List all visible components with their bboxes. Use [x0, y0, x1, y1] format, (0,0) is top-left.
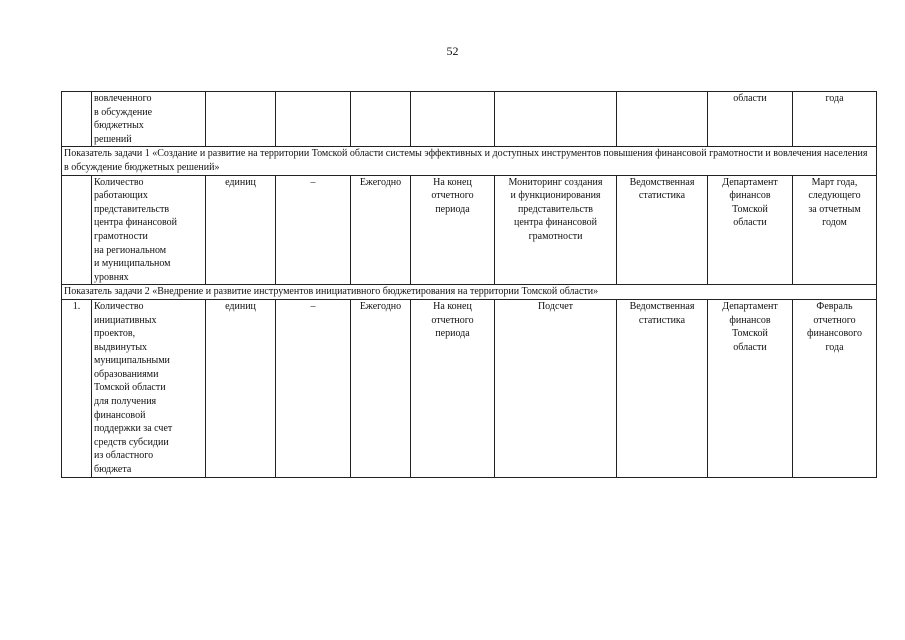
cell-line: Томской — [732, 203, 768, 215]
cell-line: Томской — [732, 328, 768, 340]
table-cell — [617, 299, 708, 477]
cell-line: единиц — [225, 300, 256, 312]
cell-line: бюджета — [94, 464, 132, 476]
table-cell — [708, 92, 793, 147]
table-cell — [495, 92, 617, 147]
table-row — [62, 299, 877, 477]
table-cell — [793, 92, 877, 147]
cell-line: уровнях — [94, 271, 129, 283]
cell-line: – — [310, 176, 316, 188]
table-cell — [411, 92, 495, 147]
table-cell — [92, 299, 206, 477]
cell-line: отчетного — [431, 190, 474, 202]
cell-line: решений — [94, 133, 132, 145]
cell-line: единиц — [225, 176, 256, 188]
table-cell — [793, 299, 877, 477]
cell-line: На конец — [433, 300, 472, 312]
table-cell — [92, 175, 206, 285]
cell-line: образованиями — [94, 368, 159, 380]
cell-line: периода — [435, 328, 470, 340]
cell-line: – — [310, 300, 316, 312]
cell-line: Количество — [94, 300, 144, 312]
cell-line: отчетного — [813, 314, 856, 326]
cell-line: финансового — [807, 328, 862, 340]
cell-line: и функционирования — [510, 190, 601, 202]
cell-line: Департамент — [722, 176, 778, 188]
cell-line: представительств — [94, 203, 170, 215]
cell-line: из областного — [94, 450, 154, 462]
table-cell — [708, 299, 793, 477]
cell-line: Февраль — [816, 300, 853, 312]
cell-line: Мониторинг создания — [508, 176, 603, 188]
cell-line: области — [733, 217, 767, 229]
cell-line: муниципальными — [94, 355, 170, 367]
cell-line: Ведомственная — [629, 300, 695, 312]
section-header: Показатель задачи 2 «Внедрение и развитие инструментов инициативного бюджетирования на территории Томской области» — [62, 285, 877, 300]
table-cell — [62, 299, 92, 477]
cell-line: проектов, — [94, 328, 136, 340]
cell-line: На конец — [433, 176, 472, 188]
cell-line: года — [825, 93, 844, 104]
cell-line: поддержки за счет — [94, 423, 173, 435]
cell-line: годом — [822, 217, 847, 229]
cell-line: финансов — [729, 314, 771, 326]
table-cell — [411, 175, 495, 285]
table-row — [62, 92, 877, 147]
table-cell — [411, 299, 495, 477]
section-header-row — [62, 147, 877, 175]
cell-line: следующего — [808, 190, 861, 202]
cell-line: Департамент — [722, 300, 778, 312]
cell-line: работающих — [94, 190, 148, 202]
indicators-table — [61, 91, 877, 478]
table-cell — [92, 92, 206, 147]
cell-line: выдвинутых — [94, 341, 148, 353]
cell-line: средств субсидии — [94, 436, 169, 448]
cell-line: области — [733, 341, 767, 353]
table-cell — [62, 175, 92, 285]
table-cell — [617, 175, 708, 285]
section-header: Показатель задачи 1 «Создание и развитие на территории Томской области системы эффективных и доступных инструментов повышения финансовой грамотности и вовлечения населения в обсуждение бюджетных решений» — [62, 147, 877, 175]
cell-line: Подсчет — [537, 300, 574, 312]
table-cell — [495, 299, 617, 477]
cell-line: центра финансовой — [514, 217, 597, 229]
cell-line: грамотности — [94, 230, 148, 242]
table-cell — [276, 299, 351, 477]
cell-line: за отчетным — [808, 203, 861, 215]
cell-line: Ведомственная — [629, 176, 695, 188]
table-cell — [793, 175, 877, 285]
table-row — [62, 175, 877, 285]
cell-line: финансов — [729, 190, 771, 202]
table-cell — [276, 92, 351, 147]
table-cell — [206, 299, 276, 477]
table-cell — [351, 299, 411, 477]
cell-line: Ежегодно — [359, 176, 402, 188]
cell-line: представительств — [517, 203, 594, 215]
cell-line: Томской области — [94, 382, 166, 394]
table-cell — [206, 175, 276, 285]
cell-line: вовлеченного — [94, 93, 152, 104]
cell-line: 1. — [72, 300, 81, 312]
table-cell — [276, 175, 351, 285]
section-header-row — [62, 285, 877, 300]
cell-line: центра финансовой — [94, 217, 177, 229]
cell-line: статистика — [638, 314, 686, 326]
table-cell — [351, 92, 411, 147]
cell-line: для получения — [94, 396, 157, 408]
table-cell — [62, 92, 92, 147]
cell-line: инициативных — [94, 314, 157, 326]
page-number: 52 — [446, 44, 459, 58]
cell-line: области — [733, 93, 767, 104]
table-cell — [708, 175, 793, 285]
cell-line: и муниципальном — [94, 258, 171, 270]
cell-line: Количество — [94, 176, 144, 188]
table-cell — [206, 92, 276, 147]
cell-line: Март года, — [811, 176, 858, 188]
table-cell — [351, 175, 411, 285]
cell-line: статистика — [638, 190, 686, 202]
cell-line: Ежегодно — [359, 300, 402, 312]
cell-line: на региональном — [94, 244, 167, 256]
cell-line: в обсуждение — [94, 106, 153, 118]
cell-line: грамотности — [528, 230, 583, 242]
cell-line: финансовой — [94, 409, 146, 421]
table-cell — [617, 92, 708, 147]
cell-line: периода — [435, 203, 470, 215]
cell-line: бюджетных — [94, 120, 144, 132]
cell-line: года — [825, 341, 844, 353]
table-cell — [495, 175, 617, 285]
cell-line: отчетного — [431, 314, 474, 326]
